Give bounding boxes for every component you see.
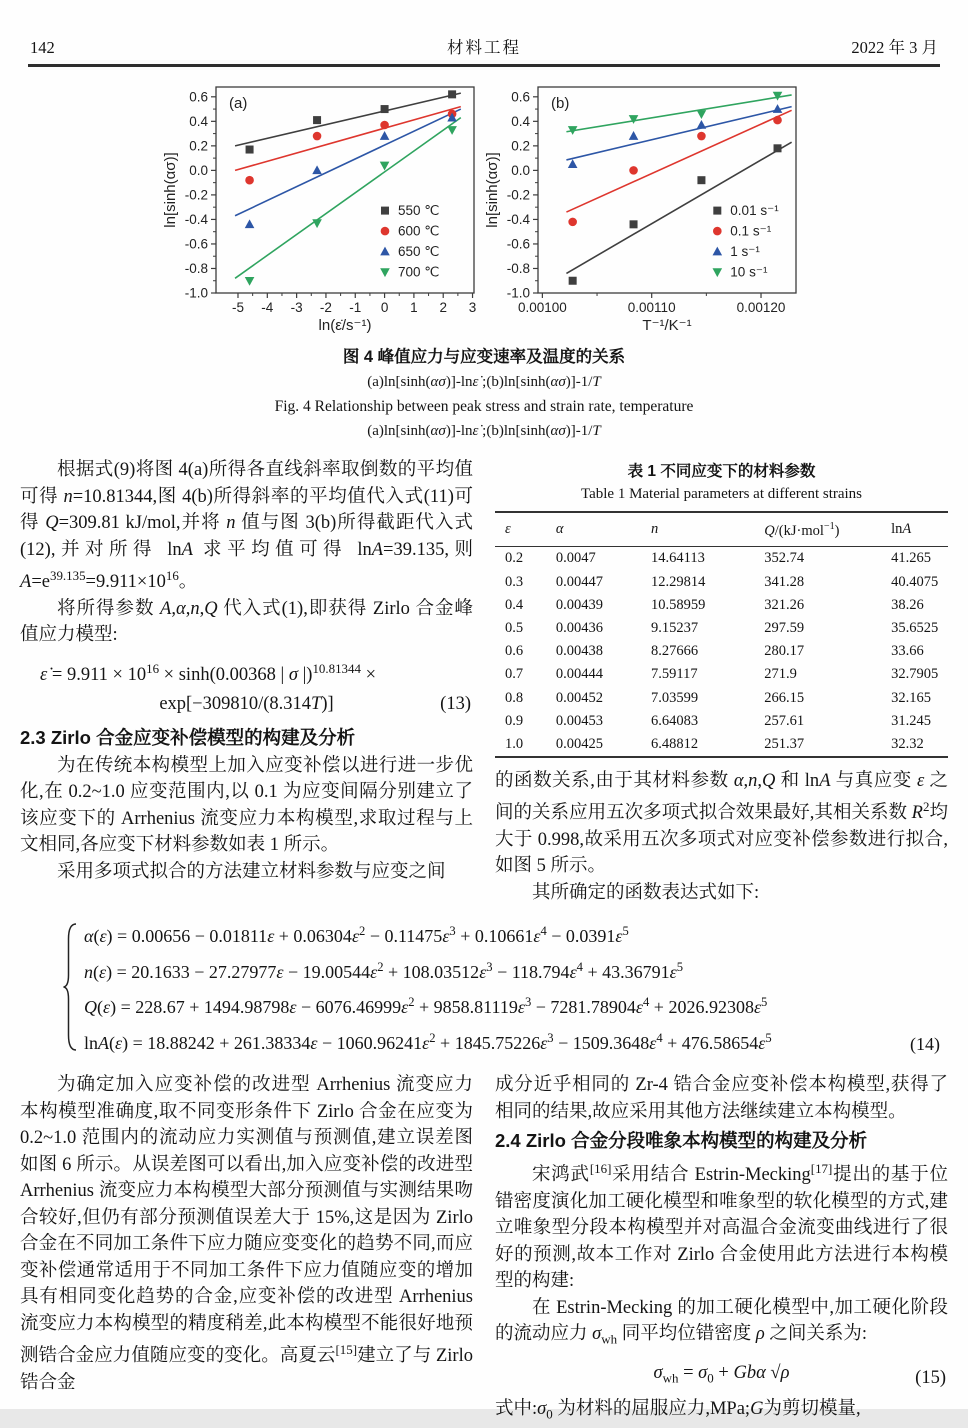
table-cell: 0.00438 — [555, 643, 603, 660]
svg-text:650 ℃: 650 ℃ — [397, 244, 440, 260]
column-header: Q/(kJ·mol$^{-1}$) — [762, 512, 889, 546]
svg-text:0.00120: 0.00120 — [736, 300, 786, 315]
columns-block-1 — [0, 457, 968, 906]
right-column-1 — [495, 457, 948, 906]
table-cell: 32.7905 — [891, 666, 939, 683]
svg-text:1 s⁻¹: 1 s⁻¹ — [730, 244, 760, 260]
header-rule — [28, 64, 940, 67]
column-header: n — [649, 512, 762, 546]
table-cell: 41.265 — [891, 550, 931, 567]
figure4-chart-b — [484, 79, 806, 337]
table-cell: 321.26 — [764, 596, 805, 613]
svg-text:ln[sinh(ασ)]: ln[sinh(ασ)] — [484, 152, 501, 228]
equation-13 — [20, 654, 473, 719]
equation-14 — [62, 916, 940, 1058]
table-cell: 6.48812 — [651, 735, 699, 752]
svg-text:0.4: 0.4 — [189, 113, 208, 129]
columns-block-2 — [0, 1072, 968, 1428]
table-cell: 0.4 — [505, 596, 524, 613]
svg-text:(b): (b) — [551, 95, 570, 112]
table-row — [495, 686, 948, 709]
section-2-4-heading: 2.4 Zirlo 合金分段唯象本构模型的构建及分析 — [495, 1130, 868, 1152]
table1-title-en: Table 1 Material parameters at different strains — [580, 486, 863, 502]
svg-text:0.2: 0.2 — [511, 138, 530, 154]
table-cell: 251.37 — [764, 735, 805, 752]
svg-text:ln[sinh(ασ)]: ln[sinh(ασ)] — [162, 152, 179, 228]
table-cell: 271.9 — [764, 666, 797, 683]
svg-text:0: 0 — [380, 300, 389, 315]
issue-date: 2022 年 3 月 — [851, 38, 939, 57]
table-cell: 6.64083 — [651, 712, 699, 729]
svg-text:-0.4: -0.4 — [184, 211, 208, 227]
table-cell: 0.9 — [505, 712, 524, 729]
svg-text:-3: -3 — [290, 300, 303, 315]
svg-text:1: 1 — [410, 300, 418, 315]
svg-text:-0.8: -0.8 — [506, 260, 530, 276]
svg-text:0.1 s⁻¹: 0.1 s⁻¹ — [730, 223, 772, 239]
svg-text:-0.6: -0.6 — [506, 236, 530, 252]
equation-14-line3: $Q(\varepsilon) = 228.67 + 1494.98798\varepsilon - 6076.46999\varepsilon^2 + 9858.81119\varepsilon^3 - 7281.78904\varepsilon^4 + 2026.92308\varepsilon^5$ — [84, 995, 768, 1018]
svg-text:-1.0: -1.0 — [506, 285, 530, 301]
table-row — [495, 709, 948, 732]
table1-body — [495, 546, 948, 756]
column-header: ε — [495, 512, 554, 546]
table1-title-cn: 表 1 不同应变下的材料参数 — [627, 463, 816, 480]
table-cell: 38.26 — [891, 596, 924, 613]
equation-14-lines — [78, 916, 940, 1058]
right-column-2 — [495, 1072, 948, 1428]
equation-14-line2: $n(\varepsilon) = 20.1633 - 27.27977\varepsilon - 19.00544\varepsilon^2 + 108.03512\varepsilon^3 - 118.794\varepsilon^4 + 43.36791\varepsilon^5$ — [84, 959, 683, 982]
table-cell: 7.59117 — [651, 666, 698, 683]
svg-text:0.00110: 0.00110 — [627, 300, 676, 315]
svg-text:-0.2: -0.2 — [506, 187, 530, 203]
left-column-1 — [20, 457, 473, 906]
column-header: lnA — [889, 512, 948, 546]
section-2-3-heading: 2.3 Zirlo 合金应变补偿模型的构建及分析 — [20, 726, 356, 748]
paragraph: 式中$:\sigma_0$ 为材料的屈服应力,MPa;G为剪切模量, — [495, 1399, 861, 1422]
table-cell: 352.74 — [764, 550, 805, 567]
table-cell: 14.64113 — [651, 550, 705, 567]
table-cell: 33.66 — [891, 643, 924, 660]
equation-15-number: (15) — [915, 1367, 946, 1388]
paragraph: 其所确定的函数表达式如下: — [532, 882, 760, 903]
paragraph: 宋鸿武[16]采用结合 Estrin-Mecking[17]提出的基于位错密度演化加工硬化模型和唯象型的软化模型的方式,建立唯象型分段本构模型并对高温合金流变曲线进行了很好的预测,故本工作对 Zirlo 合金使用此方法进行本构模型的构建: — [495, 1161, 948, 1292]
table-cell: 0.00447 — [555, 573, 603, 590]
table-cell: 9.15237 — [651, 619, 699, 636]
svg-text:T⁻¹/K⁻¹: T⁻¹/K⁻¹ — [642, 317, 692, 334]
equation-15-body: $\sigma_{wh} = \sigma_0 + Gb\alpha$ √ρ — [653, 1362, 790, 1386]
figure4-captions — [0, 345, 968, 443]
svg-text:0.0: 0.0 — [511, 162, 530, 178]
svg-text:0.4: 0.4 — [511, 113, 530, 129]
figure4-caption-en-sub: (a)ln[sinh(ασ)]-lnε̇ ;(b)ln[sinh(ασ)]-1/T — [367, 423, 601, 439]
svg-text:-4: -4 — [261, 300, 274, 315]
table-cell: 341.28 — [764, 573, 805, 590]
table-cell: 35.6525 — [891, 619, 939, 636]
svg-text:700 ℃: 700 ℃ — [397, 264, 440, 280]
table-row — [495, 732, 948, 756]
svg-text:-1.0: -1.0 — [184, 285, 208, 301]
table-header-row — [495, 512, 948, 546]
table-cell: 0.0047 — [555, 550, 596, 567]
svg-text:0.00100: 0.00100 — [517, 300, 567, 315]
table-row — [495, 616, 948, 639]
table-cell: 297.59 — [764, 619, 805, 636]
table-cell: 0.2 — [505, 550, 524, 567]
svg-text:2: 2 — [439, 300, 447, 315]
table-row — [495, 570, 948, 593]
table-cell: 0.3 — [505, 573, 524, 590]
svg-text:0.01 s⁻¹: 0.01 s⁻¹ — [730, 203, 779, 219]
table-cell: 257.61 — [764, 712, 805, 729]
table-cell: 40.4075 — [891, 573, 939, 590]
equation-14-line1: $\alpha(\varepsilon) = 0.00656 - 0.01811\varepsilon + 0.06304\varepsilon^2 - 0.11475\varepsilon^3 + 0.10661\varepsilon^4 - 0.0391\varepsilon^5$ — [84, 924, 629, 947]
equation-14-line4: $\ln A(\varepsilon) = 18.88242 + 261.38334\varepsilon - 1060.96241\varepsilon^2 + 1845.75226\varepsilon^3 - 1509.3648\varepsilon^4 + 476.58654\varepsilon^5$ — [84, 1030, 772, 1053]
table1-head — [495, 512, 948, 546]
page-header — [0, 0, 968, 64]
svg-text:600 ℃: 600 ℃ — [397, 223, 440, 239]
table-cell: 0.00436 — [555, 619, 603, 636]
svg-text:-1: -1 — [349, 300, 362, 315]
journal-title: 材料工程 — [447, 38, 521, 57]
paragraph: 采用多项式拟合的方法建立材料参数与应变之间 — [57, 861, 446, 882]
equation-13-number: (13) — [440, 694, 471, 715]
figure4-chart-a — [162, 79, 484, 337]
table-cell: 0.00452 — [555, 689, 603, 706]
table-cell: 12.29814 — [651, 573, 706, 590]
table-cell: 8.27666 — [651, 643, 699, 660]
equation-13-line1: ε̇ = $9.911 \times 10^{16} \times \sinh(0.00368$ | σ |)$^{10.81344}$ × — [40, 660, 377, 685]
figure4-caption-cn: 图 4 峰值应力与应变速率及温度的关系 — [342, 348, 626, 366]
svg-text:-0.8: -0.8 — [184, 260, 208, 276]
column-header: α — [554, 512, 649, 546]
table-cell: 1.0 — [505, 735, 524, 752]
table-cell: 32.165 — [891, 689, 931, 706]
left-brace-icon — [62, 922, 78, 1052]
table-row — [495, 546, 948, 570]
table-cell: 0.00439 — [555, 596, 603, 613]
svg-text:-2: -2 — [319, 300, 332, 315]
table-cell: 32.32 — [891, 735, 924, 752]
svg-text:3: 3 — [468, 300, 477, 315]
table-1 — [495, 460, 948, 758]
svg-text:0.2: 0.2 — [189, 138, 208, 154]
figure4-caption-cn-sub: (a)ln[sinh(ασ)]-lnε̇ ;(b)ln[sinh(ασ)]-1/T — [367, 374, 601, 390]
left-column-2 — [20, 1072, 473, 1428]
table-row — [495, 640, 948, 663]
equation-14-number: (14) — [910, 1034, 940, 1055]
svg-text:-5: -5 — [231, 300, 244, 315]
svg-text:0.6: 0.6 — [511, 89, 530, 105]
svg-text:0.0: 0.0 — [189, 162, 208, 178]
table-cell: 280.17 — [764, 643, 805, 660]
paragraph: 为确定加入应变补偿的改进型 Arrhenius 流变应力本构模型准确度,取不同变形条件下 Zirlo 合金在应变为 0.2~1.0 范围内的流动应力实测值与预测值,建立误差图如图 6 所示。从误差图可以看出,加入应变补偿的改进型 Arrhenius 流变应力本构模型大部分预测值与实测结果吻合较好,但仍有部分预测值误差大于 15%,这是因为 Zirlo 合金在不同加工条件下应力随应变变化的趋势不同,而应变补偿通常适用于不同加工条件下应力值随应变的增加具有相同变化趋势的合金,应变补偿的改进型 Arrhenius 流变应力本构模型的精度稍差,此本构模型不能很好地预测锆合金应力值随应变的变化。高夏云[15]建立了与 Zirlo 锆合金 — [20, 1075, 473, 1393]
paragraph: 成分近乎相同的 Zr-4 锆合金应变补偿本构模型,获得了相同的结果,故应采用其他方法继续建立本构模型。 — [495, 1075, 948, 1122]
table-cell: 7.03599 — [651, 689, 699, 706]
equation-13-line2: exp[−309810/(8.314T)] — [159, 693, 334, 714]
svg-text:-0.4: -0.4 — [506, 211, 530, 227]
table-cell: 0.00453 — [555, 712, 603, 729]
svg-text:ln(ε̇/s⁻¹): ln(ε̇/s⁻¹) — [318, 317, 372, 334]
paragraph: 在 Estrin-Mecking 的加工硬化模型中,加工硬化阶段的流动应力 $\sigma_{wh}$ 同平均位错密度 ρ 之间关系为: — [495, 1297, 948, 1348]
paragraph: 将所得参数 A,α,n,Q 代入式(1),即获得 Zirlo 合金峰值应力模型: — [20, 598, 473, 646]
table1-grid — [495, 511, 948, 758]
table-row — [495, 593, 948, 616]
paragraph: 为在传统本构模型上加入应变补偿以进行进一步优化,在 0.2~1.0 应变范围内,以 0.1 为应变间隔分别建立了该应变下的 Arrhenius 流变应力本构模型,求取过程与上文相同,各应变下材料参数如表 1 所示。 — [20, 755, 473, 856]
page-number: 142 — [30, 38, 55, 57]
table-cell: 266.15 — [764, 689, 805, 706]
svg-text:-0.6: -0.6 — [184, 236, 208, 252]
table-cell: 31.245 — [891, 712, 931, 729]
table-cell: 0.8 — [505, 689, 524, 706]
figure-4 — [0, 79, 968, 337]
svg-text:550 ℃: 550 ℃ — [397, 203, 440, 219]
paragraph: 根据式(9)将图 4(a)所得各直线斜率取倒数的平均值可得 n=10.81344,图 4(b)所得斜率的平均值代入式(11)可得 Q=309.81 kJ/mol,并将 n 值与图 3(b)所得截距代入式(12),并对所得 lnA 求平均值可得 lnA=39.135,则 $A=e^{39.135}=9.911\times 10^{16}$。 — [20, 460, 474, 593]
svg-text:0.6: 0.6 — [189, 89, 208, 105]
svg-text:10 s⁻¹: 10 s⁻¹ — [730, 264, 768, 280]
table-row — [495, 663, 948, 686]
table-cell: 0.7 — [505, 666, 524, 683]
equation-15 — [495, 1359, 948, 1393]
table-cell: 0.6 — [505, 643, 524, 660]
table-cell: 0.00425 — [555, 735, 603, 752]
table-cell: 0.5 — [505, 619, 524, 636]
table-cell: 0.00444 — [555, 666, 603, 683]
paragraph: 的函数关系,由于其材料参数 α,n,Q 和 lnA 与真应变 ε 之间的关系应用五次多项式拟合效果最好,其相关系数 $R^2$均大于 0.998,故采用五次多项式对应变补偿参数进行拟合,如图 5 所示。 — [495, 770, 948, 877]
svg-text:-0.2: -0.2 — [184, 187, 208, 203]
figure4-caption-en: Fig. 4 Relationship between peak stress and strain rate, temperature — [274, 398, 694, 415]
table-cell: 10.58959 — [651, 596, 706, 613]
svg-text:(a): (a) — [229, 95, 248, 112]
